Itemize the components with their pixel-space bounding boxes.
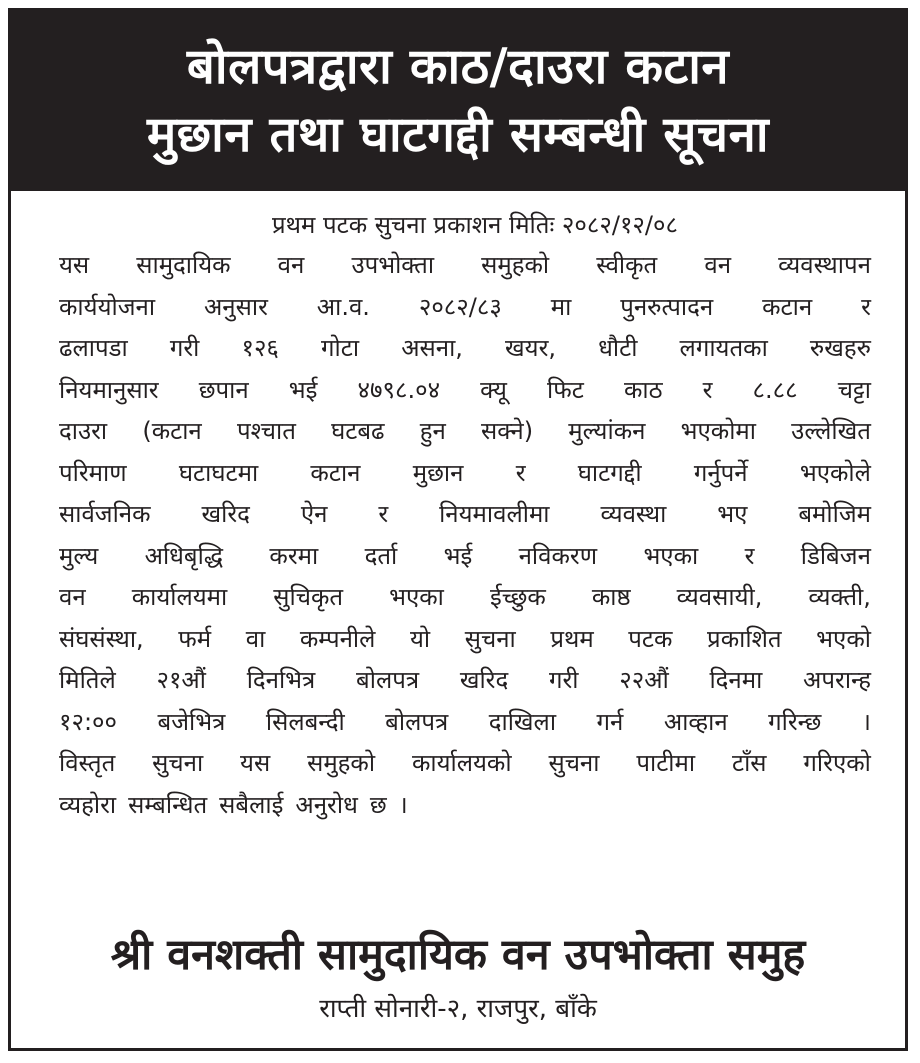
paragraph-word: काष्ठ [591,583,631,611]
paragraph-word: । [398,790,408,819]
paragraph-word: कार्ययोजना [59,292,156,321]
paragraph-word: कटान [310,458,361,487]
paragraph-word: सार्वजनिक [59,500,151,528]
paragraph-word: क्यू [480,375,507,404]
paragraph-word: र [378,500,389,528]
paragraph-word: मुल्यांकन [568,417,646,445]
paragraph-word: यो [410,624,431,653]
paragraph-word: समुहको [307,749,376,777]
paragraph-word: नविकरण [518,541,598,570]
paragraph-word: रुखहरु [809,334,871,362]
paragraph-word: र [861,292,871,321]
paragraph-word: कटान [762,292,813,321]
paragraph-word: सुचना [464,624,516,653]
organization-name: श्री वनशक्ती सामुदायिक वन उपभोक्ता समुह [110,930,806,980]
paragraph-word: करमा [269,541,319,570]
paragraph-line [59,536,871,578]
paragraph-word: दर्ता [364,541,398,570]
paragraph-word: ४७९८.०४ [357,375,441,404]
paragraph-word: कार्यालयमा [131,583,228,611]
paragraph-word: काठ [623,375,663,404]
notice-paragraph [59,245,871,826]
paragraph-word: अधिबृद्धि [144,541,224,570]
paragraph-word: वन [704,251,732,279]
paragraph-word: बमोजिम [798,500,871,528]
paragraph-word: व्यवस्था [600,500,667,528]
paragraph-word: छपान [198,375,249,404]
paragraph-word: र [702,375,713,404]
paragraph-word: भएकोले [799,458,871,487]
paragraph-line [59,411,871,453]
paragraph-word: गोटा [321,334,360,362]
notice-title-line-2: मुछान तथा घाटगद्दी सम्बन्धी सूचना [146,106,770,163]
notice-header [11,11,905,191]
paragraph-word: दाखिला [488,707,557,736]
paragraph-word: टाँस [731,749,767,777]
paragraph-word: १२:०० [59,707,118,736]
paragraph-word: व्यवसायी, [676,583,763,611]
paragraph-word: दाउरा [59,417,108,445]
paragraph-word: र [744,541,755,570]
paragraph-word: मितिले [59,666,116,694]
paragraph-word: गरिएको [803,749,871,777]
paragraph-word: प्रथम [550,624,594,653]
paragraph-word: व्यहोरा [59,790,117,819]
paragraph-word: वन [277,251,305,279]
paragraph-word: (कटान [142,417,202,445]
paragraph-word: परिमाण [59,458,127,487]
paragraph-word: १२६ [241,334,279,362]
paragraph-word: गर्नुपर्ने [693,458,748,487]
paragraph-word: गर्न [596,707,624,736]
paragraph-word: गरी [169,334,200,362]
paragraph-word: ईच्छुक [489,583,546,611]
paragraph-word: नियमावलीमा [439,500,550,528]
paragraph-word: हुन [419,417,446,445]
paragraph-line [59,370,871,412]
paragraph-word: धौटी [598,334,638,362]
notice-body [59,205,871,826]
paragraph-line [59,287,871,329]
paragraph-word: दिनभित्र [246,666,316,694]
paragraph-word: खयर, [505,334,557,362]
paragraph-word: अपरान्ह [803,666,871,694]
paragraph-word: दिनमा [709,666,763,694]
paragraph-word: सामुदायिक [136,251,231,279]
paragraph-line [59,743,871,785]
paragraph-word: असना, [401,334,463,362]
paragraph-word: बोलपत्र [356,666,420,694]
paragraph-word: । [861,707,871,736]
paragraph-line [59,328,871,370]
paragraph-word: भई [443,541,473,570]
paragraph-word: भएका [389,583,444,611]
paragraph-word: पुनरुत्पादन [620,292,714,321]
paragraph-word: भएकोमा [680,417,756,445]
paragraph-line [59,245,871,287]
paragraph-line [59,785,871,827]
paragraph-word: पटक [628,624,673,653]
paragraph-word: खरिद [459,666,509,694]
paragraph-word: खरिद [201,500,250,528]
paragraph-word: घटबढ [331,417,385,445]
paragraph-word: व्यक्ती, [808,583,871,611]
paragraph-word: समुहको [481,251,550,279]
paragraph-word: व्यवस्थापन [778,251,871,279]
paragraph-word: चट्टा [837,375,871,404]
paragraph-line [59,702,871,744]
paragraph-line [59,453,871,495]
paragraph-word: घटाघटमा [178,458,259,487]
paragraph-word: लगायतका [679,334,768,362]
paragraph-word: सक्ने) [481,417,534,445]
paragraph-word: भई [288,375,318,404]
paragraph-word: आ.व. [316,292,370,321]
paragraph-word: वन [59,583,86,611]
paragraph-word: भए [717,500,748,528]
paragraph-word: र [515,458,526,487]
paragraph-word: घाटगद्दी [577,458,642,487]
paragraph-word: २०८२/८३ [418,292,502,321]
paragraph-word: प्रकाशित [707,624,782,653]
publication-date: प्रथम पटक सुचना प्रकाशन मितिः २०८२/१२/०८ [272,211,678,239]
paragraph-word: अनुसार [203,292,268,321]
paragraph-word: सिलबन्दी [265,707,345,736]
paragraph-word: मुछान [412,458,464,487]
paragraph-line [59,494,871,536]
notice-title-line-1: बोलपत्रद्वारा काठ/दाउरा कटान [186,38,730,95]
paragraph-word: डिबिजन [800,541,871,570]
paragraph-word: २१औं [156,666,206,694]
paragraph-word: वा [245,624,266,653]
paragraph-word: मा [550,292,572,321]
paragraph-word: उल्लेखित [791,417,871,445]
paragraph-word: कम्पनीले [299,624,376,653]
paragraph-word: ढलापडा [59,334,128,362]
paragraph-word: यस [59,251,90,279]
paragraph-word: फर्म [178,624,212,653]
paragraph-word: यस [240,749,271,777]
paragraph-line [59,660,871,702]
paragraph-word: फिट [547,375,584,404]
paragraph-word: अनुरोध [295,790,358,819]
paragraph-word: सम्बन्धित [128,790,208,819]
paragraph-word: भएका [643,541,699,570]
paragraph-line [59,619,871,661]
paragraph-word: स्वीकृत [596,251,658,279]
paragraph-word: ऐन [300,500,328,528]
paragraph-word: पाटीमा [636,749,696,777]
paragraph-word: सुचिकृत [273,583,344,611]
paragraph-word: पश्चात [236,417,296,445]
paragraph-word: कार्यालयको [411,749,512,777]
paragraph-word: गरी [548,666,579,694]
paragraph-word: बोलपत्र [385,707,449,736]
notice-frame [8,8,908,1051]
paragraph-word: विस्तृत [59,749,116,777]
paragraph-word: सबैलाई [219,790,284,819]
paragraph-word: ८.८८ [752,375,798,404]
paragraph-word: गरिन्छ [768,707,822,736]
organization-address: राप्ती सोनारी-२, राजपुर, बाँके [319,994,597,1024]
paragraph-word: भएको [816,624,871,653]
paragraph-word: नियमानुसार [59,375,159,404]
paragraph-word: मुल्य [59,541,99,570]
paragraph-word: २२औं [619,666,669,694]
paragraph-word: आव्हान [663,707,728,736]
paragraph-word: संघसंस्था, [59,624,144,653]
paragraph-line [59,577,871,619]
paragraph-word: सुचना [152,749,204,777]
paragraph-word: सुचना [548,749,600,777]
paragraph-word: बजेभित्र [157,707,226,736]
paragraph-word: छ [369,790,387,819]
paragraph-word: उपभोक्ता [351,251,435,279]
